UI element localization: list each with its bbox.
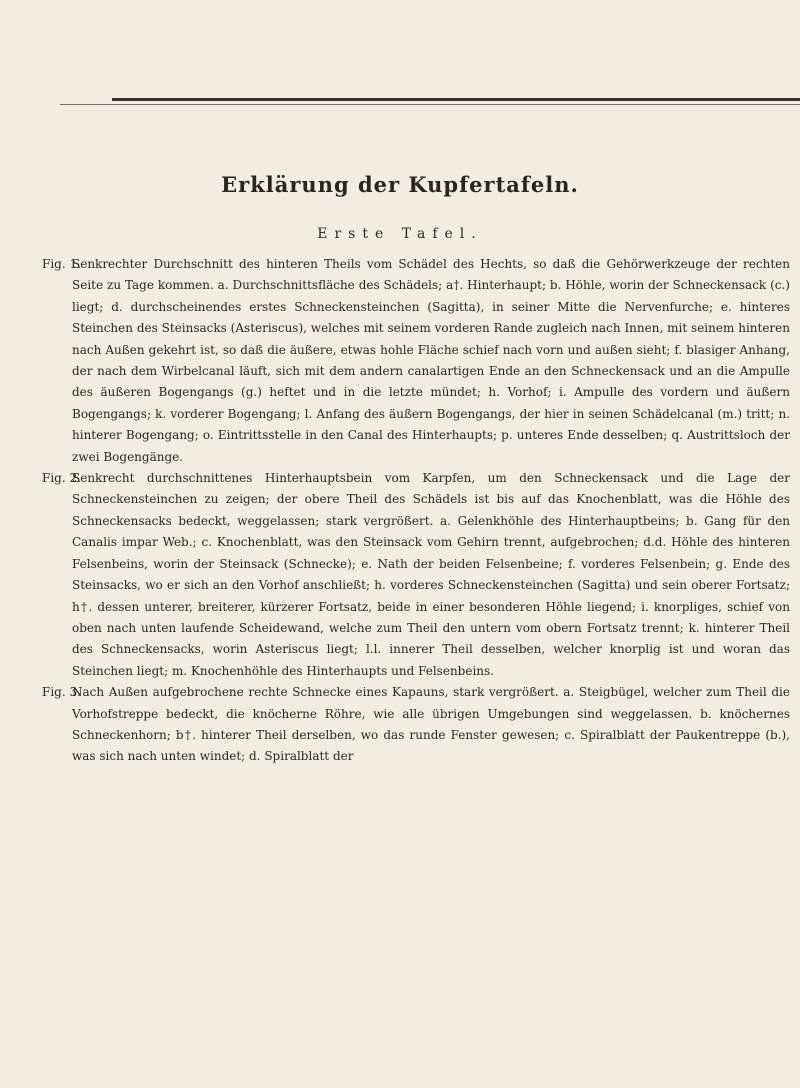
- figure-text: Senkrechter Durchschnitt des hinteren Theils vom Schädel des Hechts, so daß die Gehörwerkzeuge der rechten Seite zu Tage kommen. a. Durchschnittsfläche des Schädels; a†. Hinterhaupt; b. Höhle, worin der Schneckensack (c.) liegt; d. durchscheinendes erstes Schneckensteinchen (Sagitta), in seiner Mitte die Nervenfurche; e. hinteres Steinchen des Steinsacks (Asteriscus), welches mit seinem vorderen Rande zugleich nach Innen, mit seinem hinteren nach Außen gekehrt ist, so daß die äußere, etwas hohle Fläche schief nach vorn und außen sieht; f. blasiger Anhang, der nach dem Wirbelcanal läuft, sich mit dem andern canalartigen Ende an den Schneckensack und an die Ampulle des äußeren Bogengangs (g.) heftet und in die letzte mündet; h. Vorhof; i. Ampulle des vordern und äußern Bogengangs; k. vorderer Bogengang; l. Anfang des äußern Bogengangs, der hier in seinen Schädelcanal (m.) tritt; n. hinterer Bogengang; o. Eintrittsstelle in den Canal des Hinterhaupts; p. unteres Ende desselben; q. Austrittsloch der zwei Bogengänge.: [72, 257, 790, 464]
- figure-label: Fig. 3.: [42, 685, 81, 700]
- top-border-rule: [112, 98, 800, 101]
- figure-text: Senkrecht durchschnittenes Hinterhauptsbein vom Karpfen, um den Schneckensack und die Lage der Schneckensteinchen zu zeigen; der obere Theil des Schädels ist bis auf das Knochenblatt, was die Höhle des Schneckensacks bedeckt, weggelassen; stark vergrößert. a. Gelenkhöhle des Hinterhauptbeins; b. Gang für den Canalis impar Web.; c. Knochenblatt, was den Steinsack vom Gehirn trennt, aufgebrochen; d.d. Höhle des hinteren Felsenbeins, worin der Steinsack (Schnecke); e. Nath der beiden Felsenbeine; f. vorderes Felsenbein; g. Ende des Steinsacks, wo er sich an den Vorhof anschließt; h. vorderes Schneckensteinchen (Sagitta) und sein oberer Fortsatz; h†. dessen unterer, breiterer, kürzerer Fortsatz, beide in einer besonderen Höhle liegend; i. knorpliges, schief von oben nach unten laufende Scheidewand, welche zum Theil den untern vom obern Fortsatz trennt; k. hinterer Theil des Schneckensacks, worin Asteriscus liegt; l.l. innerer Theil desselben, welcher knorplig ist und woran das Steinchen liegt; m. Knochenhöhle des Hinterhaupts und Felsenbeins.: [72, 471, 790, 678]
- top-thin-rule: [60, 104, 800, 105]
- figure-label: Fig. 1.: [42, 257, 81, 271]
- figure-paragraph: [44, 468, 790, 682]
- section-heading: Erste Tafel.: [317, 226, 483, 242]
- page-title: Erklärung der Kupfertafeln.: [221, 172, 579, 197]
- figure-paragraph: [44, 254, 790, 468]
- figure-label: Fig. 2.: [42, 471, 81, 486]
- figure-text: Nach Außen aufgebrochene rechte Schnecke eines Kapauns, stark vergrößert. a. Steigbügel, welcher zum Theil die Vorhofstreppe bedeckt, die knöcherne Röhre, wie alle übrigen Umgebungen sind weggelassen. b. knöchernes Schneckenhorn; b†. hinterer Theil derselben, wo das runde Fenster gewesen; c. Spiralblatt der Paukentreppe (b.), was sich nach unten windet; d. Spiralblatt der: [72, 685, 790, 764]
- figure-paragraph: [44, 682, 790, 768]
- figure-explanations: [44, 254, 790, 768]
